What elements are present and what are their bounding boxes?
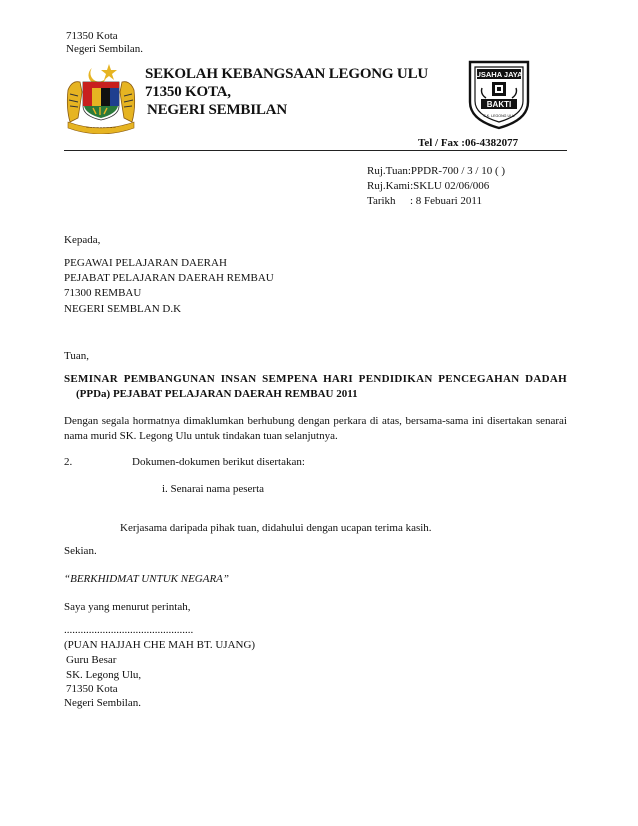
return-address-line2: Negeri Sembilan. bbox=[66, 43, 143, 55]
signatory-school: SK. Legong Ulu, bbox=[66, 669, 142, 681]
letterhead-divider bbox=[64, 150, 567, 151]
tel-fax: Tel / Fax :06-4382077 bbox=[418, 137, 519, 149]
recipient-line2: PEJABAT PELAJARAN DAERAH REMBAU bbox=[64, 272, 274, 284]
coat-of-arms-logo bbox=[62, 60, 140, 134]
recipient-line4: NEGERI SEMBLAN D.K bbox=[64, 303, 182, 315]
badge-bottom-text: BAKTI bbox=[486, 100, 512, 109]
date-label: Tarikh bbox=[367, 195, 396, 207]
badge-top-text: USAHA JAYA bbox=[475, 70, 523, 79]
school-address-line1: 71350 KOTA, bbox=[145, 84, 231, 100]
signatory-title: Guru Besar bbox=[66, 654, 117, 666]
signatory-name: (PUAN HAJJAH CHE MAH BT. UJANG) bbox=[64, 639, 256, 651]
yours-faithfully: Saya yang menurut perintah, bbox=[64, 601, 191, 613]
return-address-line1: 71350 Kota bbox=[66, 30, 118, 42]
subject-line2: (PPDa) PEJABAT PELAJARAN DAERAH REMBAU 2011 bbox=[76, 388, 358, 400]
paragraph-intro: Dengan segala hormatnya dimaklumkan berhubung dengan perkara di atas, bersama-sama ini disertakan senarai nama murid SK. Legong Ulu untuk tindakan tuan selanjutnya. bbox=[64, 415, 567, 442]
recipient-kepada: Kepada, bbox=[64, 234, 101, 246]
reference-our: Ruj.Kami:SKLU 02/06/006 bbox=[367, 180, 490, 192]
motto: “BERKHIDMAT UNTUK NEGARA” bbox=[64, 573, 230, 585]
subitem-peserta: i. Senarai nama peserta bbox=[162, 483, 265, 495]
reference-your: Ruj.Tuan:PPDR-700 / 3 / 10 ( ) bbox=[367, 165, 506, 177]
item2-text: Dokumen-dokumen berikut disertakan: bbox=[132, 456, 305, 468]
sekian: Sekian. bbox=[64, 545, 97, 557]
school-badge-logo bbox=[466, 58, 532, 130]
svg-text:~~~~~~~~~: ~~~~~~~~~ bbox=[85, 125, 117, 130]
recipient-line1: PEGAWAI PELAJARAN DAERAH bbox=[64, 257, 227, 269]
school-address-line2: NEGERI SEMBILAN bbox=[147, 102, 287, 118]
subject-line1: SEMINAR PEMBANGUNAN INSAN SEMPENA HARI PENDIDIKAN PENCEGAHAN DADAH bbox=[64, 373, 567, 385]
item2-number: 2. bbox=[64, 456, 73, 468]
signatory-state: Negeri Sembilan. bbox=[64, 697, 141, 709]
signatory-postcode: 71350 Kota bbox=[66, 683, 118, 695]
signature-dots: ............................................... bbox=[64, 624, 194, 636]
badge-rim-text: S.K. LEGONG ULU bbox=[483, 114, 515, 118]
salutation: Tuan, bbox=[64, 350, 89, 362]
closing-paragraph: Kerjasama daripada pihak tuan, didahului dengan ucapan terima kasih. bbox=[120, 522, 432, 534]
recipient-line3: 71300 REMBAU bbox=[64, 287, 142, 299]
date-value: : 8 Febuari 2011 bbox=[410, 195, 482, 207]
school-name-heading: SEKOLAH KEBANGSAAN LEGONG ULU bbox=[145, 66, 429, 82]
